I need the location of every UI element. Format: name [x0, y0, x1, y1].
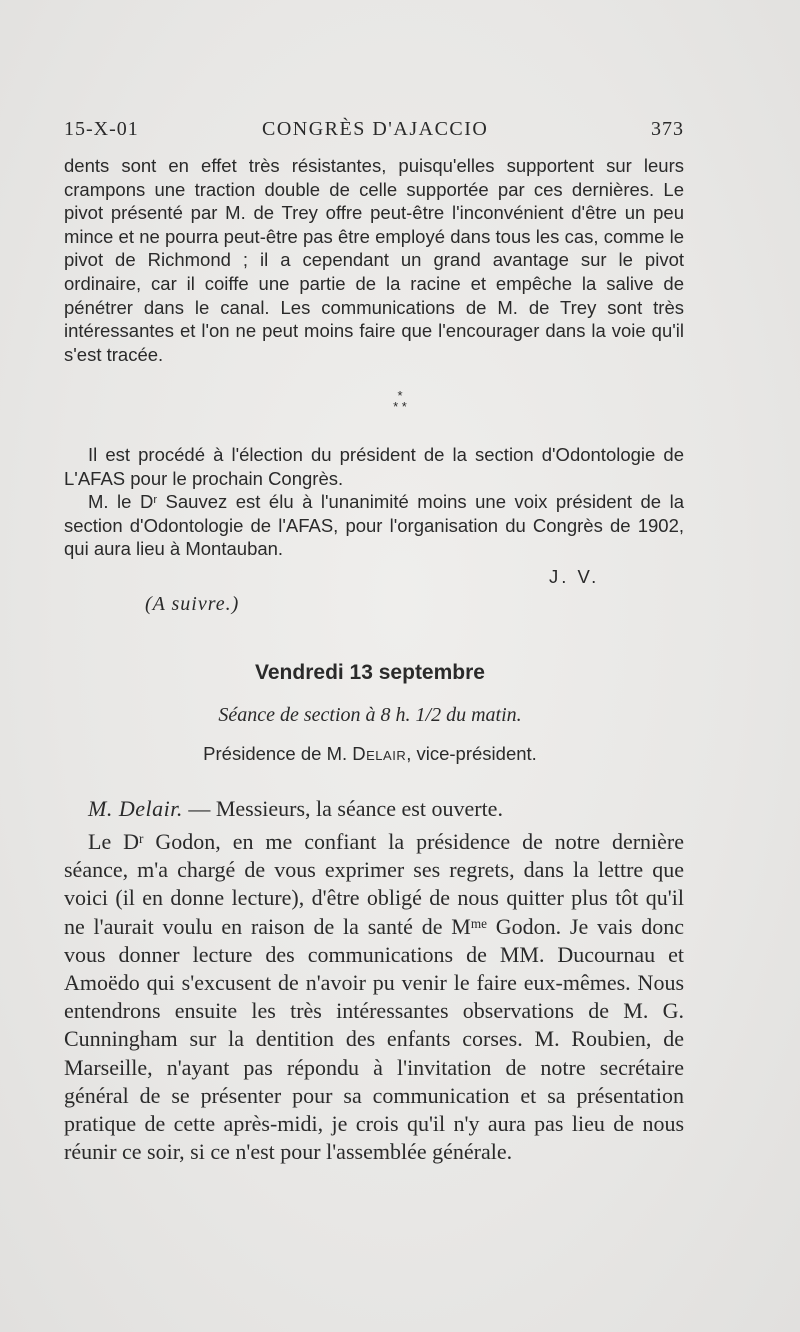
- running-header: [64, 118, 684, 148]
- speaker-name: M. Delair.: [88, 796, 183, 821]
- paragraph-president-elected: [64, 490, 684, 561]
- header-date: 15-X-01: [64, 118, 139, 140]
- to-be-continued: (A suivre.): [145, 593, 240, 615]
- speech-text-c: Godon. Je vais donc vous donner lecture des communications de MM. Ducournau et Amoëdo qui s'excusent de n'avoir pu venir le faire eux-mêmes. Nous entendrons ensuite les très intéressantes observations de M. G. Cunningham sur la dentition des enfants corses. M. Roubien, de Marseille, n'ayant pas répondu à l'invitation de notre secrétaire général de se présenter pour sa communication et sa présentation pratique de cette après-midi, je crois qu'il n'y aura pas lieu de nous réunir ce soir, si ce n'est pour l'assemblée générale.: [64, 913, 684, 1165]
- header-title: CONGRÈS D'AJACCIO: [262, 118, 489, 140]
- speech-body: [64, 828, 684, 1166]
- presidency-suffix: , vice-président.: [406, 743, 537, 764]
- paragraph-pivot-discussion: dents sont en effet très résistantes, puisqu'elles supportent sur leurs crampons une traction double de celle supportée par ces dernières. Le pivot présenté par M. de Trey offre peut-être l'inconvénient d'être un peu mince et ne pourra peut-être pas être employé dans tous les cas, comme le pivot de Richmond ; il a cependant un grand avantage sur le pivot ordinaire, car il coiffe une partie de la racine et empêche la salive de pénétrer dans le canal. Les communications de M. de Trey sont très intéressantes et l'on ne peut moins faire que l'encourager dans la voie qu'il s'est tracée.: [64, 155, 684, 365]
- asterism: [0, 390, 800, 412]
- paragraph-election: Il est procédé à l'élection du président de la section d'Odontologie de L'AFAS pour le prochain Congrès.: [64, 444, 684, 489]
- asterism-top: *: [397, 388, 403, 403]
- asterism-bottom: * *: [393, 399, 407, 414]
- speech-text-a: Le D: [88, 829, 140, 854]
- presidency-prefix: Présidence de M.: [203, 743, 353, 764]
- session-presidency: [0, 743, 740, 765]
- p3-superscript: r: [153, 494, 158, 507]
- presidency-name: Delair: [352, 743, 407, 764]
- speech-text-b: Godon, en me confiant la présidence de notre dernière séance, m'a chargé de vous exprimer ses regrets, dans la lettre que voici (il en donne lecture), d'être obligé de nous quitter plus tôt qu'il ne l'aurait voulu en raison de la santé de M: [64, 829, 685, 939]
- speech-sup-a: r: [139, 831, 144, 847]
- signature-initials: J. V.: [549, 566, 600, 587]
- p3-text-a: M. le D: [88, 491, 154, 512]
- session-heading: Vendredi 13 septembre: [255, 661, 485, 684]
- opening-line: — Messieurs, la séance est ouverte.: [182, 796, 503, 821]
- p3-text-b: Sauvez est élu à l'unanimité moins une voix président de la section d'Odontologie de l'AFAS, pour l'organisation du Congrès de 1902, qui aura lieu à Montauban.: [64, 491, 685, 560]
- session-time: Séance de section à 8 h. 1/2 du matin.: [218, 704, 522, 726]
- speech-sup-b: me: [470, 915, 487, 931]
- speech-opening: [88, 796, 503, 822]
- page-number: 373: [651, 118, 684, 140]
